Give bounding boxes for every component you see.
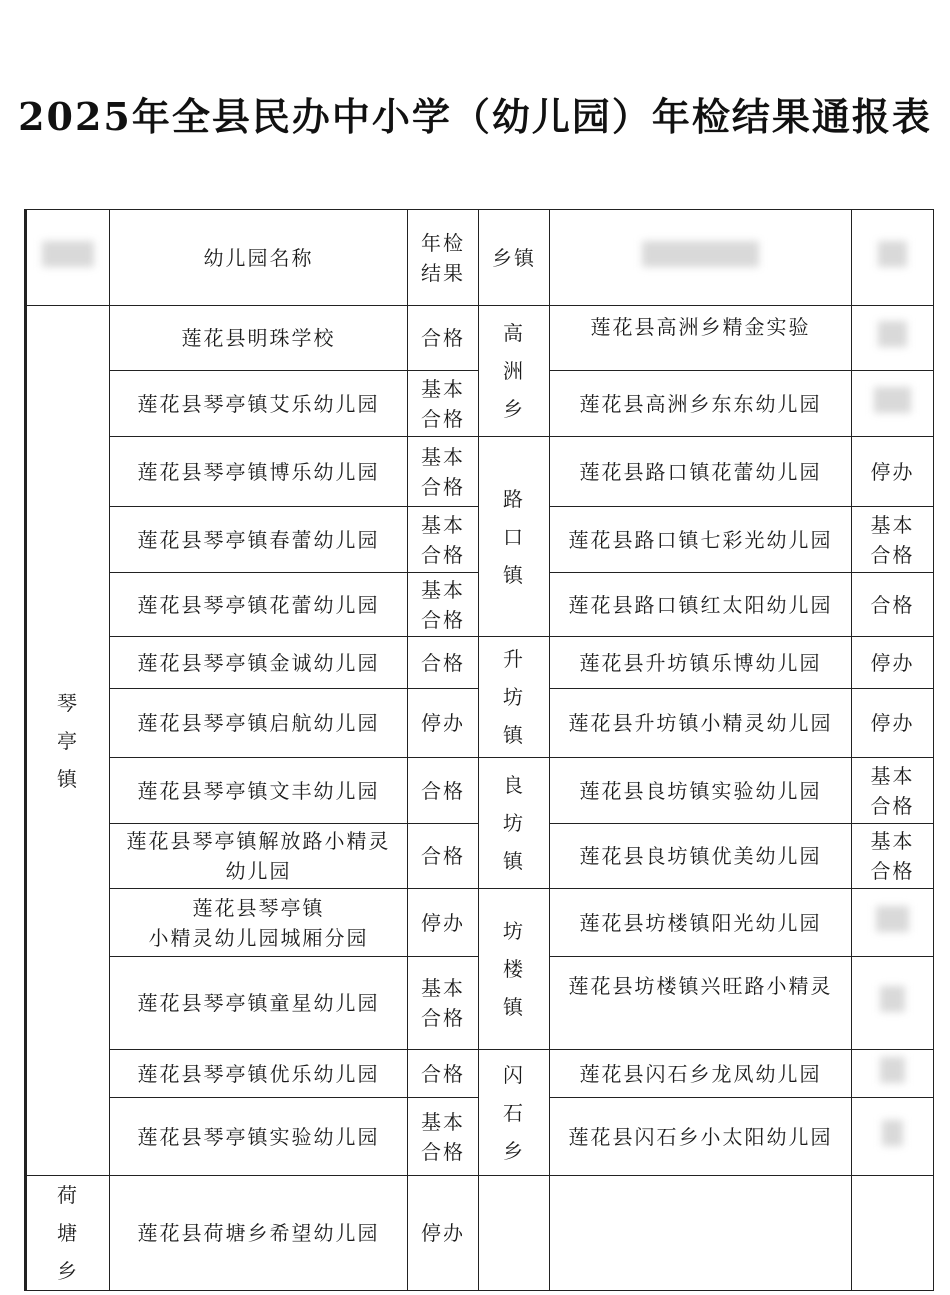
town-gaozhou: 高 洲 乡 [479, 306, 550, 437]
school-name: 莲花县琴亭镇艾乐幼儿园 [110, 371, 408, 437]
school-name: 莲花县荷塘乡希望幼儿园 [110, 1176, 408, 1291]
page-title: 2025年全县民办中小学（幼儿园）年检结果通报表 [18, 94, 932, 139]
header-town: 乡镇 [479, 210, 550, 306]
school-name: 莲花县琴亭镇花蕾幼儿园 [110, 573, 408, 637]
school-name: 莲花县良坊镇实验幼儿园 [550, 758, 852, 824]
school-name: 莲花县琴亭镇优乐幼儿园 [110, 1050, 408, 1098]
school-name: 莲花县琴亭镇实验幼儿园 [110, 1098, 408, 1176]
school-name: 莲花县琴亭镇春蕾幼儿园 [110, 507, 408, 573]
school-name: 莲花县坊楼镇兴旺路小精灵 [550, 957, 852, 1050]
town-fanglou: 坊 楼 镇 [479, 889, 550, 1050]
header-blurred-cell-2 [550, 210, 852, 306]
school-name: 莲花县闪石乡小太阳幼儿园 [550, 1098, 852, 1176]
table-header-row [26, 210, 934, 306]
result: 停办 [408, 1176, 479, 1291]
result-blurred [852, 1050, 934, 1098]
town-lukou: 路 口 镇 [479, 437, 550, 637]
result: 合格 [852, 573, 934, 637]
school-name: 莲花县闪石乡龙凤幼儿园 [550, 1050, 852, 1098]
town-shanshi: 闪 石 乡 [479, 1050, 550, 1176]
result-blurred [852, 306, 934, 371]
empty-cell [479, 1176, 550, 1291]
result: 基本 合格 [408, 957, 479, 1050]
header-blurred-cell-3 [852, 210, 934, 306]
result: 合格 [408, 1050, 479, 1098]
school-name: 莲花县坊楼镇阳光幼儿园 [550, 889, 852, 957]
school-name: 莲花县路口镇红太阳幼儿园 [550, 573, 852, 637]
result: 停办 [852, 689, 934, 758]
school-name: 莲花县琴亭镇文丰幼儿园 [110, 758, 408, 824]
school-name: 莲花县琴亭镇 小精灵幼儿园城厢分园 [110, 889, 408, 957]
result: 基本 合格 [408, 437, 479, 507]
result: 合格 [408, 306, 479, 371]
result: 停办 [408, 889, 479, 957]
town-shengfang: 升 坊 镇 [479, 637, 550, 758]
school-name: 莲花县良坊镇优美幼儿园 [550, 824, 852, 889]
school-name: 莲花县琴亭镇金诚幼儿园 [110, 637, 408, 689]
result-blurred [852, 957, 934, 1050]
town-hetang: 荷 塘 乡 [26, 1176, 110, 1291]
result: 基本 合格 [852, 758, 934, 824]
empty-cell [550, 1176, 852, 1291]
school-name: 莲花县琴亭镇博乐幼儿园 [110, 437, 408, 507]
table-row [26, 758, 934, 824]
school-name: 莲花县高洲乡精金实验 [550, 306, 852, 371]
inspection-results-table [24, 209, 934, 1291]
school-name: 莲花县明珠学校 [110, 306, 408, 371]
result: 基本 合格 [852, 824, 934, 889]
empty-cell [852, 1176, 934, 1291]
school-name: 莲花县路口镇花蕾幼儿园 [550, 437, 852, 507]
result-blurred [852, 1098, 934, 1176]
school-name: 莲花县升坊镇乐博幼儿园 [550, 637, 852, 689]
result-blurred [852, 889, 934, 957]
table-row [26, 889, 934, 957]
result: 合格 [408, 758, 479, 824]
school-name: 莲花县琴亭镇解放路小精灵 幼儿园 [110, 824, 408, 889]
result: 基本 合格 [408, 573, 479, 637]
header-blurred-cell [26, 210, 110, 306]
result: 合格 [408, 824, 479, 889]
result: 基本 合格 [852, 507, 934, 573]
table-row [26, 437, 934, 507]
result-blurred [852, 371, 934, 437]
town-qinting: 琴 亭 镇 [26, 306, 110, 1176]
school-name: 莲花县琴亭镇童星幼儿园 [110, 957, 408, 1050]
result: 基本 合格 [408, 1098, 479, 1176]
table-row [26, 1176, 934, 1291]
table-row [26, 306, 934, 371]
result: 停办 [408, 689, 479, 758]
school-name: 莲花县高洲乡东东幼儿园 [550, 371, 852, 437]
result: 停办 [852, 637, 934, 689]
school-name: 莲花县路口镇七彩光幼儿园 [550, 507, 852, 573]
school-name: 莲花县琴亭镇启航幼儿园 [110, 689, 408, 758]
header-result: 年检 结果 [408, 210, 479, 306]
result: 基本 合格 [408, 371, 479, 437]
result: 基本 合格 [408, 507, 479, 573]
result: 停办 [852, 437, 934, 507]
header-school-name: 幼儿园名称 [110, 210, 408, 306]
town-liangfang: 良 坊 镇 [479, 758, 550, 889]
table-row [26, 637, 934, 689]
result: 合格 [408, 637, 479, 689]
school-name: 莲花县升坊镇小精灵幼儿园 [550, 689, 852, 758]
table-row [26, 1050, 934, 1098]
